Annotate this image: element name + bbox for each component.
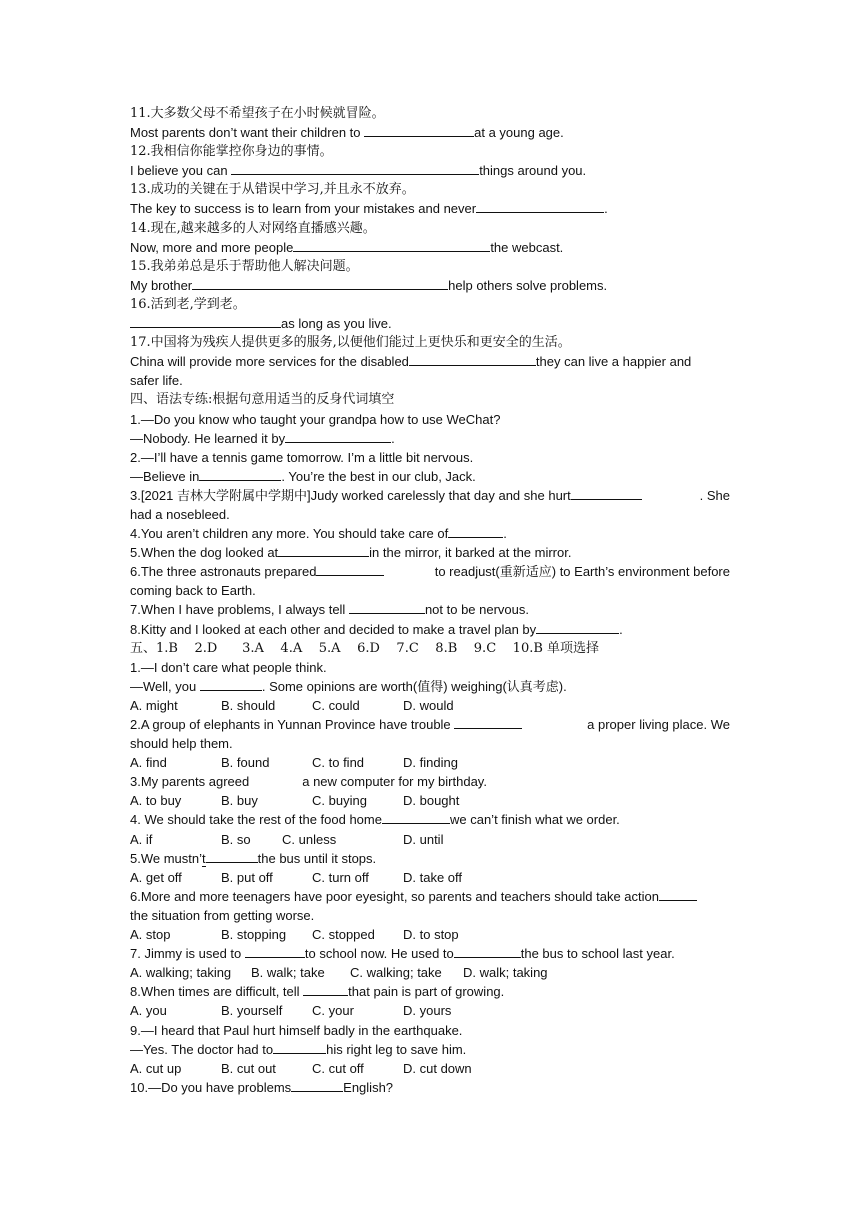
q13-english: The key to success is to learn from your mistakes and never .: [130, 201, 608, 217]
s5-q6-cont: the situation from getting worse.: [130, 907, 315, 923]
answer-blank[interactable]: [349, 600, 425, 614]
s5-q4-options: [130, 830, 730, 849]
option-a[interactable]: A. get off: [130, 869, 182, 885]
option-a[interactable]: A. walking; taking: [130, 965, 232, 981]
s5-q9-answer: —Yes. The doctor had to his right leg to save him.: [130, 1041, 467, 1057]
option-a[interactable]: A. might: [130, 697, 178, 713]
q15-chinese: 15.我弟弟总是乐于帮助他人解决问题。: [130, 258, 359, 274]
option-b[interactable]: B. yourself: [221, 1003, 283, 1019]
option-b[interactable]: B. put off: [221, 869, 273, 885]
q17-english: China will provide more services for the disabled they can live a happier and: [130, 354, 692, 370]
option-c[interactable]: C. to find: [312, 755, 365, 771]
q17-english-cont: safer life.: [130, 373, 183, 389]
option-c[interactable]: C. could: [312, 697, 360, 713]
option-b[interactable]: B. should: [221, 697, 276, 713]
s4-q3-cont: had a nosebleed.: [130, 506, 230, 522]
answer-blank[interactable]: [199, 467, 281, 481]
answer-blank[interactable]: [454, 715, 522, 729]
q17-chinese: 17.中国将为残疾人提供更多的服务,以便他们能过上更快乐和更安全的生活。: [130, 335, 571, 351]
option-b[interactable]: B. buy: [221, 793, 258, 809]
option-b[interactable]: B. cut out: [221, 1060, 276, 1076]
section-4-heading: 四、语法专练:根据句意用适当的反身代词填空: [130, 392, 395, 408]
s5-q2-cont: should help them.: [130, 736, 233, 752]
s4-q3-question: 3.[2021 吉林大学附属中学期中]Judy worked carelessly that day and she hurt . She: [130, 487, 730, 503]
answer-blank[interactable]: [316, 562, 384, 576]
s4-q6-cont: coming back to Earth.: [130, 583, 256, 599]
q14-english: Now, more and more people the webcast.: [130, 239, 564, 255]
answer-blank[interactable]: [293, 238, 490, 252]
option-c[interactable]: C. turn off: [312, 869, 369, 885]
answer-blank[interactable]: [231, 161, 479, 175]
s5-q3-question: 3.My parents agreed a new computer for my birthday.: [130, 774, 487, 790]
answer-blank[interactable]: [409, 352, 536, 366]
s4-q1-question: 1.—Do you know who taught your grandpa how to use WeChat?: [130, 411, 501, 427]
s5-q2-options: [130, 753, 730, 772]
option-d[interactable]: D. would: [403, 697, 454, 713]
option-b[interactable]: B. so: [221, 831, 251, 847]
s5-q1-answer: —Well, you . Some opinions are worth(值得) weighing(认真考虑).: [130, 678, 567, 694]
answer-blank[interactable]: [285, 429, 391, 443]
s4-q2-question: 2.—I’ll have a tennis game tomorrow. I’m a little bit nervous.: [130, 449, 474, 465]
s5-q3-options: [130, 791, 730, 810]
answer-blank[interactable]: [448, 524, 503, 538]
s5-q8-options: [130, 1001, 730, 1020]
s5-q6-question: 6.More and more teenagers have poor eyesight, so parents and teachers should take action: [130, 887, 730, 906]
option-b[interactable]: B. walk; take: [251, 965, 325, 981]
answer-blank[interactable]: [206, 849, 258, 863]
answer-blank[interactable]: [382, 810, 450, 824]
s4-q4: 4.You aren’t children any more. You should take care of .: [130, 526, 507, 542]
q12-chinese: 12.我相信你能掌控你身边的事情。: [130, 144, 333, 160]
answer-blank[interactable]: [303, 982, 348, 996]
answer-blank[interactable]: [536, 620, 619, 634]
answer-blank[interactable]: [200, 677, 262, 691]
option-a[interactable]: A. cut up: [130, 1060, 182, 1076]
option-c[interactable]: C. walking; take: [350, 965, 442, 981]
answer-blank[interactable]: [130, 314, 281, 328]
option-d[interactable]: D. take off: [403, 869, 463, 885]
s5-q7-options: [130, 963, 730, 982]
option-a[interactable]: A. if: [130, 831, 153, 847]
answer-blank[interactable]: [571, 486, 642, 500]
s5-q9-options: [130, 1059, 730, 1078]
answer-blank[interactable]: [454, 944, 521, 958]
option-b[interactable]: B. found: [221, 755, 270, 771]
option-c[interactable]: C. stopped: [312, 927, 375, 943]
s4-q1-answer: —Nobody. He learned it by .: [130, 430, 395, 446]
q14-chinese: 14.现在,越来越多的人对网络直播感兴趣。: [130, 220, 376, 236]
s5-q8-question: 8.When times are difficult, tell that pain is part of growing.: [130, 984, 505, 1000]
q15-english: My brother help others solve problems.: [130, 277, 608, 293]
s4-q2-answer: —Believe in . You’re the best in our club, Jack.: [130, 468, 476, 484]
section-5-answers: 五、1.B 2.D 3.A 4.A 5.A 6.D 7.C 8.B 9.C 10.B 单项选择: [130, 640, 600, 656]
s5-q2-question: 2.A group of elephants in Yunnan Province have trouble a proper living place. We: [130, 717, 730, 732]
option-a[interactable]: A. find: [130, 755, 167, 771]
answer-blank[interactable]: [273, 1040, 326, 1054]
option-d[interactable]: D. cut down: [403, 1060, 472, 1076]
s5-q5-question: 5.We mustn’t the bus until it stops.: [130, 850, 377, 866]
s4-q7: 7.When I have problems, I always tell not to be nervous.: [130, 602, 530, 618]
answer-blank[interactable]: [364, 123, 474, 137]
answer-blank[interactable]: [291, 1078, 343, 1092]
option-c[interactable]: C. unless: [282, 831, 337, 847]
option-a[interactable]: A. stop: [130, 927, 171, 943]
worksheet-page: [130, 104, 730, 1097]
q16-chinese: 16.活到老,学到老。: [130, 296, 246, 312]
s4-q8: 8.Kitty and I looked at each other and decided to make a travel plan by .: [130, 621, 623, 637]
s4-q6: 6.The three astronauts prepared to readjust(重新适应) to Earth’s environment before: [130, 564, 730, 580]
q12-english: I believe you can things around you.: [130, 163, 587, 179]
q13-chinese: 13.成功的关键在于从错误中学习,并且永不放弃。: [130, 182, 415, 198]
option-d[interactable]: D. bought: [403, 793, 460, 809]
answer-blank[interactable]: [192, 276, 448, 290]
answer-blank[interactable]: [245, 944, 305, 958]
option-a[interactable]: A. you: [130, 1003, 167, 1019]
option-d[interactable]: D. yours: [403, 1003, 452, 1019]
option-d[interactable]: D. finding: [403, 755, 458, 771]
answer-blank[interactable]: [659, 887, 697, 901]
option-d[interactable]: D. until: [403, 831, 444, 847]
q11-english: Most parents don’t want their children to at a young age.: [130, 125, 564, 141]
option-c[interactable]: C. cut off: [312, 1060, 364, 1076]
option-d[interactable]: D. to stop: [403, 927, 459, 943]
option-d[interactable]: D. walk; taking: [463, 965, 548, 981]
answer-blank[interactable]: [476, 199, 604, 213]
s5-q5-options: [130, 868, 730, 887]
s5-q1-question: 1.—I don’t care what people think.: [130, 659, 327, 675]
s5-q1-options: [130, 696, 730, 715]
q16-english: as long as you live.: [130, 314, 730, 333]
answer-blank[interactable]: [278, 543, 369, 557]
s5-q4-question: 4. We should take the rest of the food home we can’t finish what we order.: [130, 812, 620, 828]
s5-q9-question: 9.—I heard that Paul hurt himself badly in the earthquake.: [130, 1022, 463, 1038]
s5-q7-question: 7. Jimmy is used to to school now. He used to the bus to school last year.: [130, 946, 675, 962]
s5-q6-options: [130, 925, 730, 944]
option-a[interactable]: A. to buy: [130, 793, 182, 809]
option-c[interactable]: C. your: [312, 1003, 354, 1019]
s4-q5: 5.When the dog looked at in the mirror, it barked at the mirror.: [130, 545, 572, 561]
option-c[interactable]: C. buying: [312, 793, 367, 809]
q11-chinese: 11.大多数父母不希望孩子在小时候就冒险。: [130, 106, 385, 121]
option-b[interactable]: B. stopping: [221, 927, 287, 943]
s5-q10-question: 10.—Do you have problems English?: [130, 1079, 394, 1095]
